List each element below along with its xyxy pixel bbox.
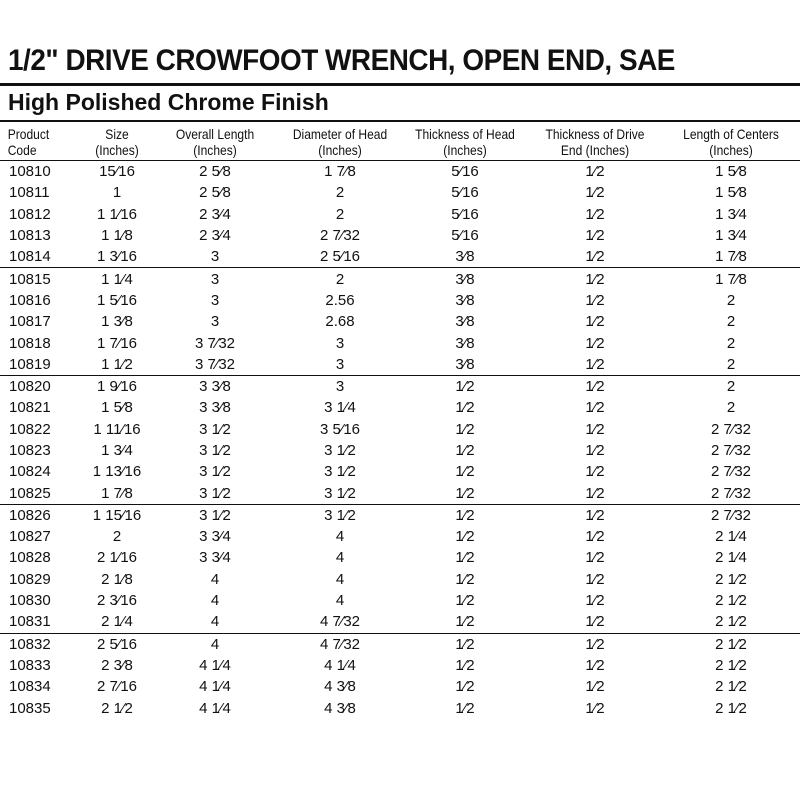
cell-head-thickness: 1⁄2 — [455, 699, 475, 717]
table-row — [0, 569, 800, 590]
cell-center-length: 2 7⁄32 — [710, 442, 752, 459]
cell-size: 1 1⁄16 — [96, 205, 138, 223]
cell-head-thickness: 1⁄2 — [455, 420, 475, 438]
cell-head-thickness: 1⁄2 — [455, 549, 475, 567]
table-row — [0, 268, 800, 290]
cell-size: 1 11⁄16 — [93, 420, 141, 438]
cell-drive-end-thickness: 1⁄2 — [585, 205, 605, 223]
cell-product-code: 10828 — [9, 549, 51, 567]
cell-size: 1 5⁄8 — [101, 399, 133, 417]
cell-product-code: 10826 — [9, 506, 51, 524]
cell-product-code: 10820 — [9, 378, 51, 396]
cell-center-length: 2 1⁄2 — [662, 611, 800, 633]
cell-size: 1 15⁄16 — [92, 506, 142, 524]
cell-size: 1 3⁄16 — [82, 246, 152, 268]
cell-size: 1 9⁄16 — [96, 378, 138, 396]
cell-drive-end-thickness: 1⁄2 — [585, 378, 605, 396]
cell-drive-end-thickness: 1⁄2 — [585, 463, 605, 481]
cell-size: 2 7⁄16 — [96, 678, 138, 696]
cell-product-code: 10822 — [9, 420, 51, 438]
cell-product-code: 10830 — [9, 592, 51, 610]
cell-overall-length: 4 — [152, 611, 278, 633]
cell-head-diameter: 3 — [278, 354, 402, 376]
cell-product-code: 10835 — [9, 699, 51, 717]
cell-overall-length: 3 1⁄2 — [199, 442, 231, 459]
cell-head-thickness: 1⁄2 — [455, 570, 475, 588]
cell-size: 1 1⁄2 — [82, 354, 152, 376]
cell-product-code: 10810 — [9, 163, 51, 181]
cell-product-code: 10815 — [9, 270, 51, 288]
cell-overall-length: 3 — [210, 313, 220, 331]
cell-overall-length: 4 1⁄4 — [199, 656, 231, 674]
cell-size: 2 1⁄8 — [101, 570, 133, 588]
cell-center-length: 1 5⁄8 — [715, 163, 747, 181]
table-row — [0, 697, 800, 718]
cell-drive-end-thickness: 1⁄2 — [585, 184, 605, 202]
cell-product-code: 10813 — [9, 227, 51, 245]
table-row — [0, 461, 800, 482]
cell-head-diameter: 4 — [335, 549, 345, 567]
cell-head-diameter: 4 3⁄8 — [324, 699, 356, 717]
cell-overall-length: 4 1⁄4 — [199, 678, 231, 696]
cell-head-thickness: 1⁄2 — [455, 463, 475, 481]
cell-head-diameter: 4 1⁄4 — [324, 656, 356, 674]
header-product-code: Product Code — [7, 126, 50, 158]
cell-drive-end-thickness: 1⁄2 — [585, 334, 605, 352]
cell-drive-end-thickness: 1⁄2 — [585, 313, 605, 331]
cell-size: 2 1⁄16 — [96, 549, 138, 567]
cell-size: 2 3⁄8 — [101, 656, 133, 674]
cell-center-length: 2 1⁄2 — [715, 656, 747, 674]
table-row — [0, 611, 800, 633]
header-drive-end-thickness: Thickness of Drive End (Inches) — [545, 126, 645, 158]
cell-product-code: 10833 — [9, 656, 51, 674]
cell-product-code: 10832 — [9, 635, 51, 653]
table-row — [0, 204, 800, 225]
table-row — [0, 225, 800, 246]
cell-product-code: 10816 — [9, 291, 51, 309]
cell-size: 1 13⁄16 — [92, 463, 142, 481]
table-row — [0, 590, 800, 611]
cell-center-length: 2 1⁄2 — [715, 635, 747, 653]
cell-size: 1 — [112, 184, 122, 202]
cell-center-length: 2 — [726, 399, 736, 417]
cell-overall-length: 3 3⁄8 — [199, 378, 231, 396]
header-overall-length: Overall Length (Inches) — [175, 126, 255, 158]
header-head-diameter: Diameter of Head (Inches) — [292, 126, 388, 158]
cell-head-diameter: 3 — [335, 378, 345, 396]
cell-head-diameter: 3 — [335, 334, 345, 352]
cell-head-thickness: 1⁄2 — [455, 635, 475, 653]
cell-head-thickness: 1⁄2 — [402, 482, 528, 504]
cell-size: 1 7⁄16 — [96, 334, 138, 352]
cell-center-length: 2 — [662, 354, 800, 376]
cell-head-thickness: 5⁄16 — [451, 227, 479, 245]
cell-head-thickness: 1⁄2 — [455, 399, 475, 417]
cell-drive-end-thickness: 1⁄2 — [528, 354, 662, 376]
table-row — [0, 655, 800, 676]
cell-size: 1 1⁄8 — [101, 227, 133, 245]
cell-overall-length: 3 1⁄2 — [199, 506, 231, 524]
cell-size: 1 3⁄4 — [101, 442, 133, 459]
cell-drive-end-thickness: 1⁄2 — [585, 163, 605, 181]
cell-overall-length: 3 1⁄2 — [199, 463, 231, 481]
table-row — [0, 397, 800, 418]
cell-product-code: 10812 — [9, 205, 51, 223]
cell-center-length: 2 1⁄2 — [715, 570, 747, 588]
cell-head-thickness: 3⁄8 — [455, 334, 475, 352]
cell-head-diameter: 2 — [335, 184, 345, 202]
cell-head-thickness: 1⁄2 — [455, 442, 475, 459]
cell-center-length: 2 7⁄32 — [662, 482, 800, 504]
cell-product-code: 10824 — [9, 463, 51, 481]
cell-head-diameter: 2 5⁄16 — [278, 246, 402, 268]
cell-head-thickness: 1⁄2 — [455, 528, 475, 546]
cell-product-code: 10827 — [9, 528, 51, 546]
page-title: 1/2" DRIVE CROWFOOT WRENCH, OPEN END, SAE — [8, 44, 675, 77]
cell-head-diameter: 2 — [335, 270, 345, 288]
cell-drive-end-thickness: 1⁄2 — [585, 528, 605, 546]
cell-overall-length: 2 5⁄8 — [199, 184, 231, 202]
cell-head-diameter: 4 — [335, 570, 345, 588]
cell-overall-length: 3 1⁄2 — [199, 420, 231, 438]
header-size: Size (Inches) — [95, 126, 139, 158]
cell-head-thickness: 5⁄16 — [451, 205, 479, 223]
cell-overall-length: 2 3⁄4 — [199, 227, 231, 245]
cell-center-length: 2 1⁄2 — [715, 592, 747, 610]
cell-overall-length: 2 3⁄4 — [199, 205, 231, 223]
cell-size: 15⁄16 — [99, 163, 135, 181]
cell-drive-end-thickness: 1⁄2 — [585, 592, 605, 610]
cell-drive-end-thickness: 1⁄2 — [528, 611, 662, 633]
cell-size: 2 5⁄16 — [96, 635, 138, 653]
cell-drive-end-thickness: 1⁄2 — [585, 270, 605, 288]
cell-size: 1 7⁄8 — [82, 482, 152, 504]
table-body — [0, 161, 800, 719]
cell-head-thickness: 3⁄8 — [455, 291, 475, 309]
header-center-length: Length of Centers (Inches) — [683, 126, 779, 158]
cell-overall-length: 3 3⁄8 — [199, 399, 231, 417]
cell-overall-length: 3 3⁄4 — [199, 549, 231, 567]
cell-center-length: 2 7⁄32 — [710, 506, 752, 524]
cell-drive-end-thickness: 1⁄2 — [528, 246, 662, 268]
cell-overall-length: 4 — [210, 592, 220, 610]
cell-overall-length: 4 1⁄4 — [199, 699, 231, 717]
cell-center-length: 2 — [726, 334, 736, 352]
cell-center-length: 2 1⁄2 — [715, 699, 747, 717]
cell-head-diameter: 3 5⁄16 — [319, 420, 361, 438]
cell-center-length: 1 7⁄8 — [662, 246, 800, 268]
cell-overall-length: 4 — [210, 570, 220, 588]
cell-head-thickness: 3⁄8 — [402, 354, 528, 376]
cell-center-length: 1 5⁄8 — [715, 184, 747, 202]
cell-drive-end-thickness: 1⁄2 — [585, 549, 605, 567]
cell-product-code: 10814 — [0, 246, 82, 268]
table-row — [0, 161, 800, 183]
cell-drive-end-thickness: 1⁄2 — [528, 482, 662, 504]
header-head-thickness: Thickness of Head (Inches) — [415, 126, 515, 158]
title-divider — [0, 83, 800, 86]
cell-size: 2 3⁄16 — [96, 592, 138, 610]
cell-drive-end-thickness: 1⁄2 — [585, 420, 605, 438]
cell-overall-length: 3 — [152, 246, 278, 268]
table-header — [0, 121, 800, 161]
cell-overall-length: 3 — [210, 270, 220, 288]
cell-product-code: 10817 — [9, 313, 51, 331]
table-row — [0, 526, 800, 547]
cell-center-length: 2 1⁄4 — [715, 528, 747, 546]
table-row — [0, 375, 800, 397]
cell-product-code: 10823 — [9, 442, 51, 459]
cell-head-thickness: 1⁄2 — [455, 678, 475, 696]
cell-product-code: 10811 — [9, 184, 50, 202]
cell-head-diameter: 3 1⁄2 — [324, 442, 356, 459]
cell-head-diameter: 4 — [335, 592, 345, 610]
cell-head-diameter: 2.68 — [325, 313, 355, 331]
cell-head-diameter: 2 — [335, 205, 345, 223]
table-row — [0, 182, 800, 203]
cell-overall-length: 4 — [210, 635, 220, 653]
spec-table — [0, 120, 800, 719]
cell-product-code: 10825 — [0, 482, 82, 504]
cell-head-diameter: 4 3⁄8 — [324, 678, 356, 696]
cell-center-length: 2 7⁄32 — [710, 463, 752, 481]
cell-center-length: 2 — [726, 313, 736, 331]
cell-product-code: 10829 — [9, 570, 51, 588]
cell-product-code: 10819 — [0, 354, 82, 376]
cell-head-thickness: 5⁄16 — [451, 184, 479, 202]
cell-size: 1 1⁄4 — [101, 270, 133, 288]
cell-drive-end-thickness: 1⁄2 — [585, 678, 605, 696]
table-row — [0, 290, 800, 311]
cell-head-diameter: 2 7⁄32 — [319, 227, 361, 245]
cell-head-thickness: 5⁄16 — [451, 163, 479, 181]
cell-center-length: 2 — [726, 291, 736, 309]
cell-drive-end-thickness: 1⁄2 — [585, 506, 605, 524]
cell-drive-end-thickness: 1⁄2 — [585, 291, 605, 309]
cell-head-thickness: 1⁄2 — [455, 378, 475, 396]
cell-head-thickness: 1⁄2 — [455, 506, 475, 524]
cell-head-diameter: 4 7⁄32 — [319, 635, 361, 653]
cell-product-code: 10831 — [0, 611, 82, 633]
cell-overall-length: 3 1⁄2 — [152, 482, 278, 504]
table-row — [0, 440, 800, 461]
cell-size: 2 1⁄4 — [82, 611, 152, 633]
cell-head-thickness: 3⁄8 — [402, 246, 528, 268]
cell-size: 2 1⁄2 — [101, 699, 133, 717]
cell-drive-end-thickness: 1⁄2 — [585, 442, 605, 459]
cell-head-thickness: 3⁄8 — [455, 270, 475, 288]
table-row — [0, 547, 800, 568]
table-row — [0, 311, 800, 332]
cell-product-code: 10818 — [9, 334, 51, 352]
cell-head-diameter: 3 1⁄2 — [324, 463, 356, 481]
cell-drive-end-thickness: 1⁄2 — [585, 399, 605, 417]
cell-head-diameter: 4 — [335, 528, 345, 546]
cell-head-diameter: 3 1⁄2 — [278, 482, 402, 504]
cell-center-length: 2 1⁄2 — [715, 678, 747, 696]
cell-drive-end-thickness: 1⁄2 — [585, 227, 605, 245]
table-row — [0, 246, 800, 268]
cell-size: 1 5⁄16 — [96, 291, 138, 309]
table-row — [0, 332, 800, 353]
cell-head-diameter: 4 7⁄32 — [278, 611, 402, 633]
cell-head-thickness: 3⁄8 — [455, 313, 475, 331]
cell-head-thickness: 1⁄2 — [402, 611, 528, 633]
cell-head-thickness: 1⁄2 — [455, 592, 475, 610]
cell-center-length: 2 1⁄4 — [715, 549, 747, 567]
cell-head-diameter: 1 7⁄8 — [324, 163, 356, 181]
cell-drive-end-thickness: 1⁄2 — [585, 635, 605, 653]
table-row — [0, 504, 800, 526]
finish-subtitle: High Polished Chrome Finish — [8, 89, 329, 115]
cell-center-length: 2 — [726, 378, 736, 396]
cell-head-diameter: 3 1⁄2 — [324, 506, 356, 524]
cell-product-code: 10821 — [9, 399, 51, 417]
cell-size: 2 — [112, 528, 122, 546]
table-row — [0, 354, 800, 376]
cell-size: 1 3⁄8 — [101, 313, 133, 331]
cell-product-code: 10834 — [9, 678, 51, 696]
cell-overall-length: 3 7⁄32 — [194, 334, 236, 352]
cell-head-thickness: 1⁄2 — [455, 656, 475, 674]
table-row — [0, 676, 800, 697]
table-row — [0, 419, 800, 440]
table-row — [0, 633, 800, 655]
cell-head-diameter: 3 1⁄4 — [324, 399, 356, 417]
cell-drive-end-thickness: 1⁄2 — [585, 656, 605, 674]
cell-drive-end-thickness: 1⁄2 — [585, 699, 605, 717]
cell-overall-length: 3 3⁄4 — [199, 528, 231, 546]
cell-center-length: 2 7⁄32 — [710, 420, 752, 438]
cell-center-length: 1 7⁄8 — [715, 270, 747, 288]
cell-center-length: 1 3⁄4 — [715, 227, 747, 245]
cell-head-diameter: 2.56 — [325, 291, 355, 309]
cell-overall-length: 3 7⁄32 — [152, 354, 278, 376]
cell-drive-end-thickness: 1⁄2 — [585, 570, 605, 588]
cell-overall-length: 2 5⁄8 — [199, 163, 231, 181]
cell-overall-length: 3 — [210, 291, 220, 309]
cell-center-length: 1 3⁄4 — [715, 205, 747, 223]
table-row — [0, 482, 800, 504]
